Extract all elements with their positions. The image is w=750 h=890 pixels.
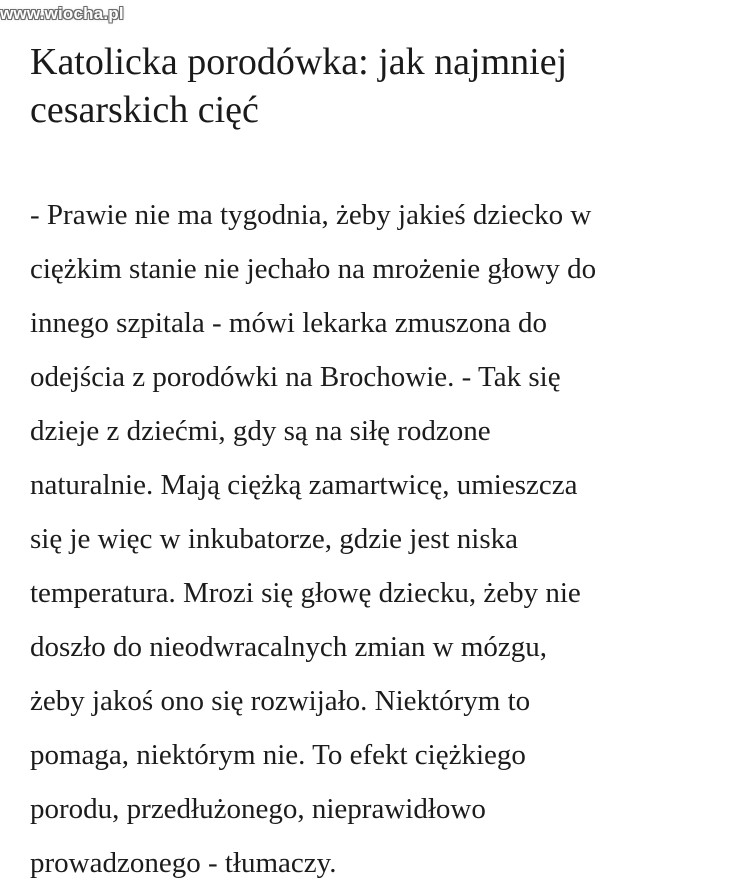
- body-line: naturalnie. Mają ciężką zamartwicę, umieszcza: [30, 469, 578, 501]
- body-line: doszło do nieodwracalnych zmian w mózgu,: [30, 631, 548, 663]
- headline-line: cesarskich cięć: [30, 89, 259, 131]
- body-line: porodu, przedłużonego, nieprawidłowo: [30, 793, 486, 825]
- body-line: dzieje z dziećmi, gdy są na siłę rodzone: [30, 415, 491, 447]
- body-line: pomaga, niektórym nie. To efekt ciężkiego: [30, 739, 526, 771]
- article-body: [30, 188, 730, 890]
- body-line: żeby jakoś ono się rozwijało. Niektórym to: [30, 685, 531, 717]
- body-line: się je więc w inkubatorze, gdzie jest niska: [30, 523, 519, 555]
- article-headline: [30, 38, 730, 134]
- body-line: - Prawie nie ma tygodnia, żeby jakieś dziecko w: [30, 199, 592, 231]
- body-line: prowadzonego - tłumaczy.: [30, 847, 337, 879]
- watermark-logo: www.wiocha.pl: [0, 4, 124, 23]
- body-line: ciężkim stanie nie jechało na mrożenie głowy do: [30, 253, 597, 285]
- body-line: innego szpitala - mówi lekarka zmuszona do: [30, 307, 548, 339]
- body-line: temperatura. Mrozi się głowę dziecku, żeby nie: [30, 577, 581, 609]
- headline-line: Katolicka porodówka: jak najmniej: [30, 41, 568, 83]
- body-line: odejścia z porodówki na Brochowie. - Tak się: [30, 361, 561, 393]
